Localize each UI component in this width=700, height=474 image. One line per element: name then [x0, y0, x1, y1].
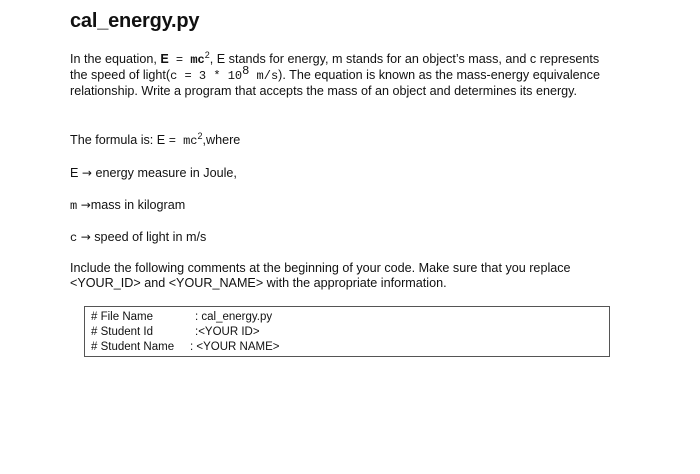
formula-line	[70, 130, 241, 148]
formula-operator: =	[168, 134, 184, 148]
page-title: cal_energy.py	[70, 10, 200, 32]
comment-box	[84, 306, 610, 357]
equation-power: 2	[204, 49, 210, 60]
definition-speed	[70, 230, 206, 245]
speed-of-light-code: c = 3 * 10	[170, 69, 243, 83]
comment-row-student-name	[91, 340, 609, 355]
formula-mc: mc	[183, 134, 198, 148]
comment-value: : <YOUR NAME>	[190, 341, 280, 353]
formula-power: 2	[197, 130, 203, 141]
definition-mass	[70, 198, 185, 213]
definition-text: energy measure in Joule,	[91, 166, 237, 180]
comment-row-file-name	[91, 310, 609, 325]
equation-mc: mc	[190, 53, 205, 67]
equation-operator: =	[168, 53, 191, 67]
arrow-right-icon: →	[80, 230, 91, 244]
definition-symbol: m	[70, 199, 78, 213]
comment-key: # Student Name	[91, 341, 175, 353]
intro-paragraph	[70, 49, 610, 99]
formula-suffix: ,where	[202, 133, 241, 147]
comment-value: : cal_energy.py	[195, 311, 273, 323]
speed-of-light-unit: m/s	[249, 69, 279, 83]
comment-row-student-id	[91, 325, 609, 340]
intro-text-3: ). The equation is known as the mass-energy equivalence relationship. Write a program that accepts the mass of an object and determines its energy.	[70, 68, 600, 98]
definition-symbol: E	[70, 166, 79, 180]
comment-value: :<YOUR ID>	[195, 326, 260, 338]
formula-prefix: The formula is: E	[70, 133, 169, 147]
comment-key: # File Name	[91, 311, 153, 323]
intro-text-2: , E stands for energy, m stands for an object’s mass, and c represents the speed of light(	[70, 52, 600, 82]
definition-energy	[70, 166, 237, 180]
equation-e: E	[160, 52, 169, 66]
definition-symbol: c	[70, 231, 78, 245]
definition-text: mass in kilogram	[90, 198, 186, 212]
arrow-right-icon: →	[81, 166, 92, 180]
intro-text-1: In the equation,	[70, 52, 161, 66]
arrow-right-icon: →	[80, 198, 91, 212]
instruction-paragraph: Include the following comments at the beginning of your code. Make sure that you replace <YOUR_ID> and <YOUR_NAME> with the appropriate information.	[70, 261, 571, 290]
definition-text: speed of light in m/s	[90, 230, 207, 244]
speed-of-light-exponent: 8	[242, 63, 250, 78]
comment-key: # Student Id	[91, 326, 154, 338]
